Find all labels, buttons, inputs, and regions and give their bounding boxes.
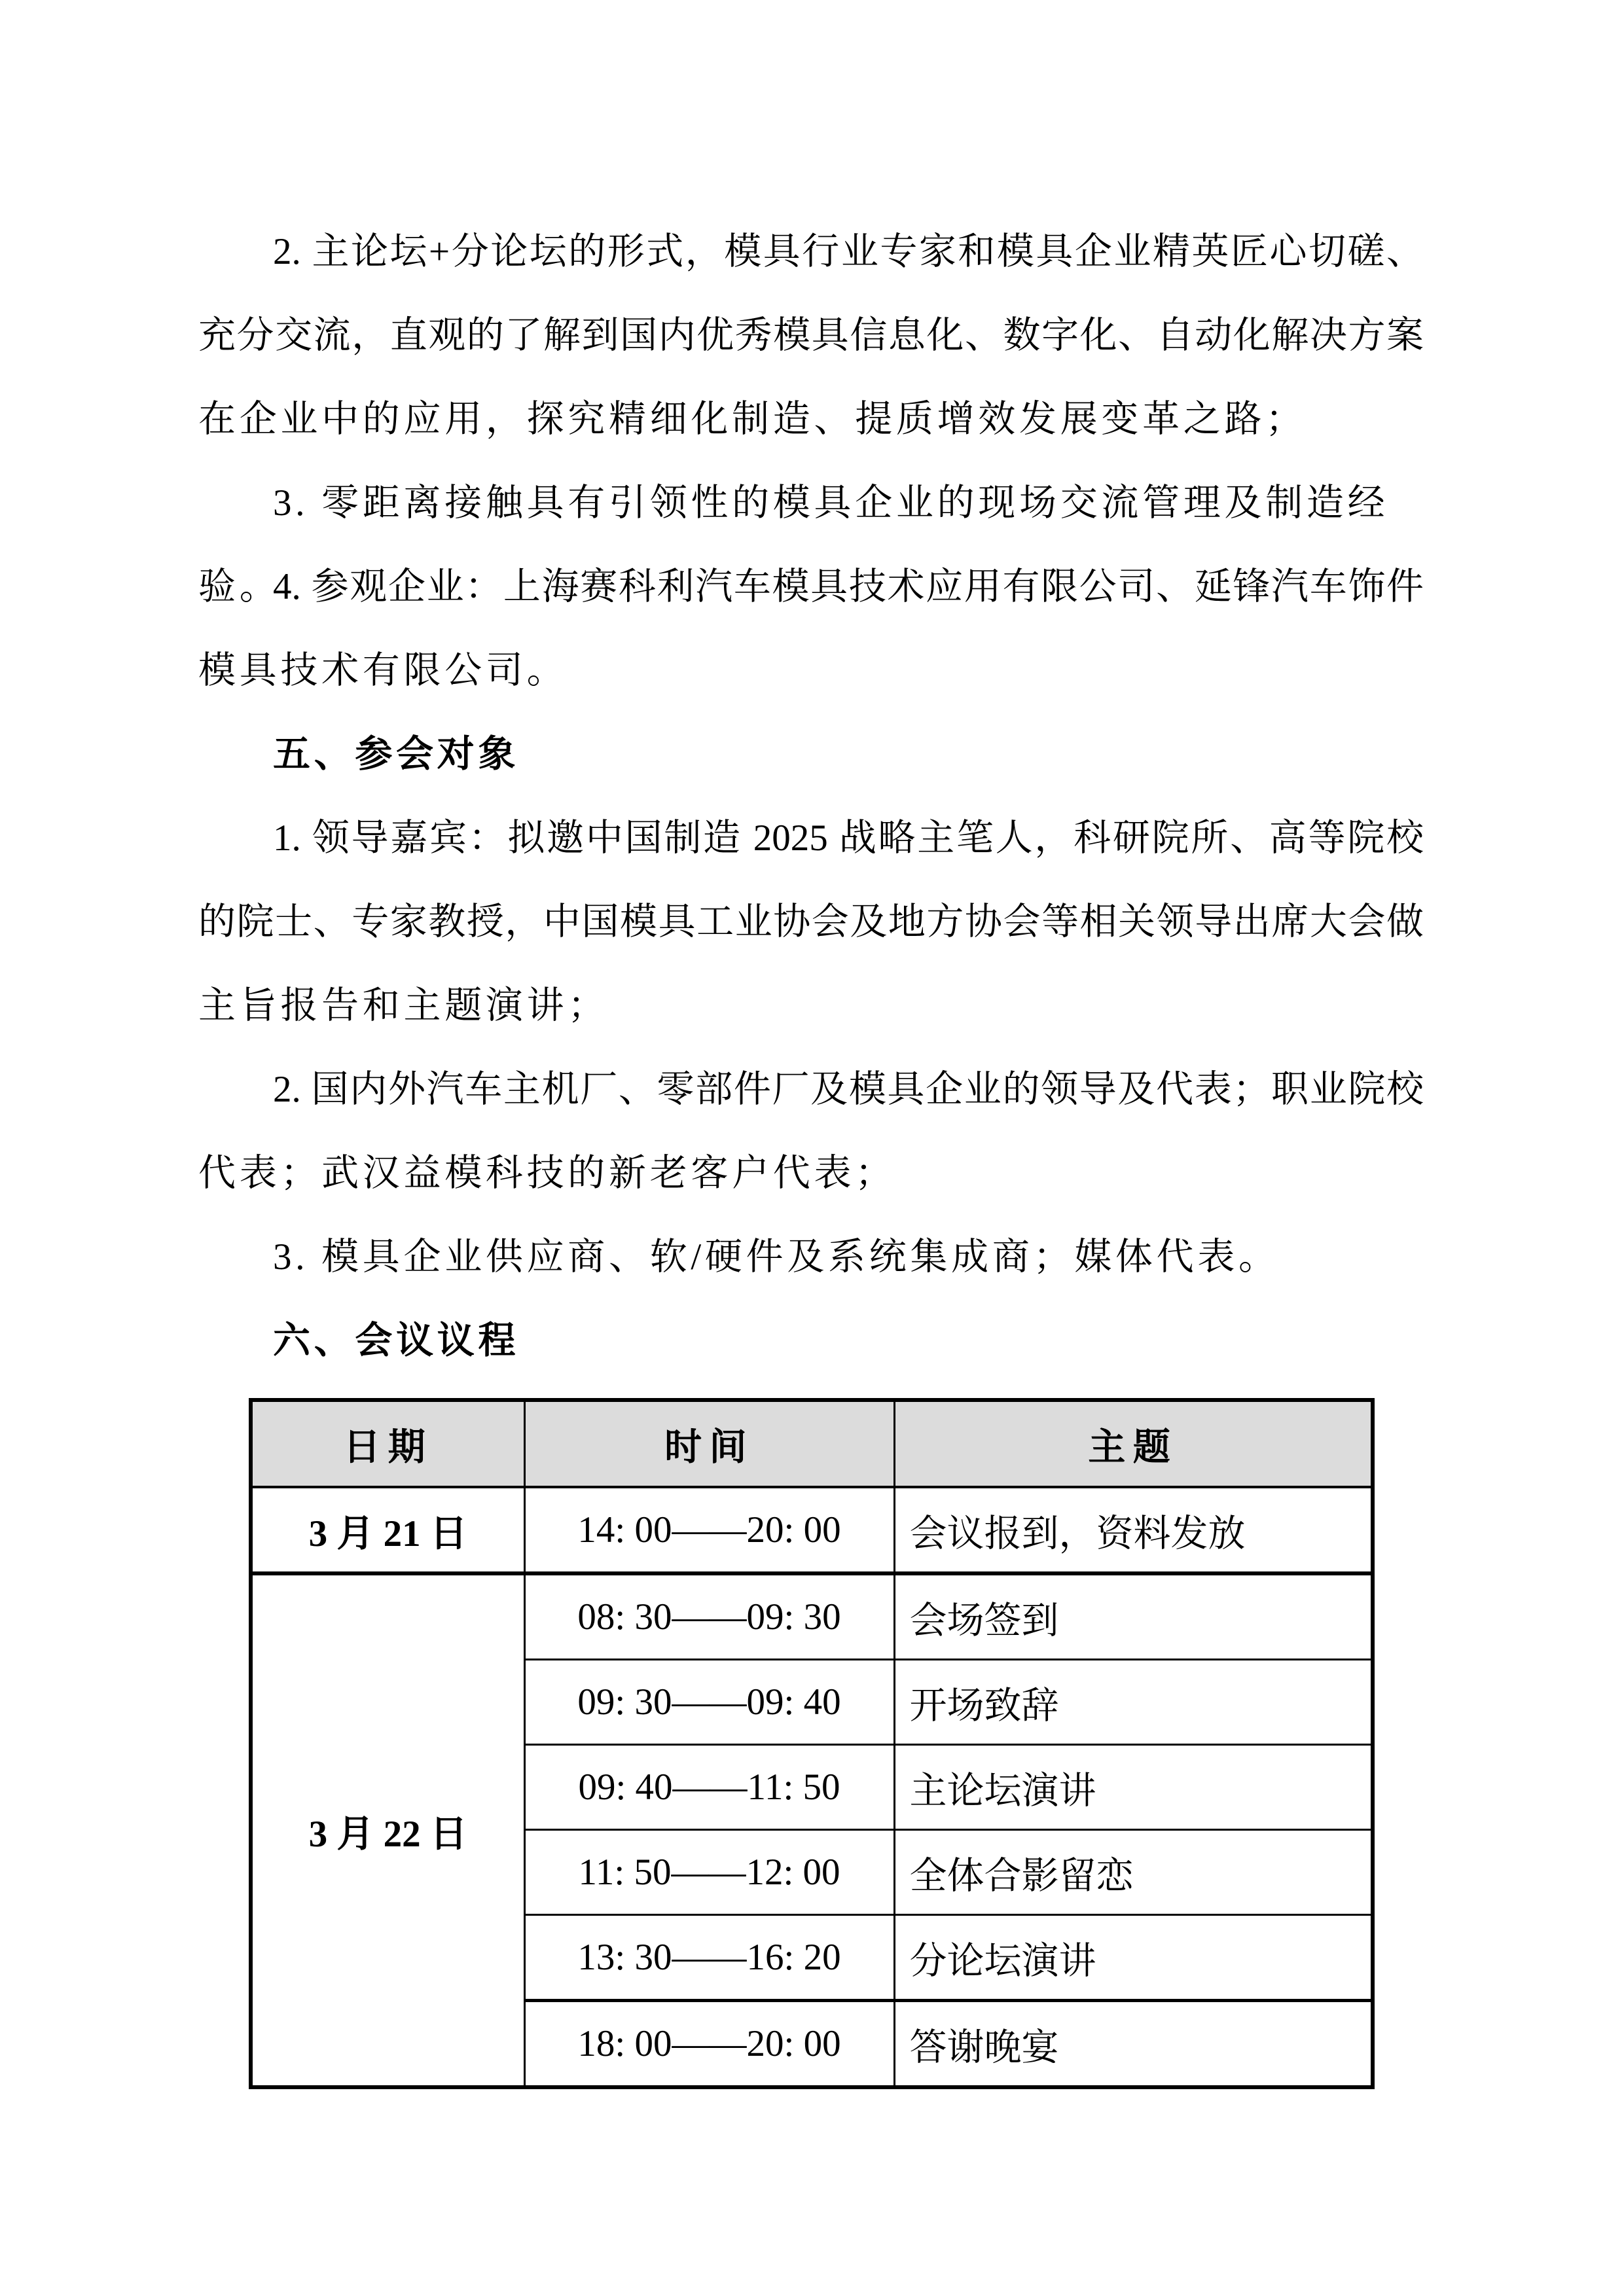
topic-cell: 开场致辞 xyxy=(894,1660,1373,1745)
paragraph-line: 模具技术有限公司。 xyxy=(198,650,568,691)
section-heading: 六、会议议程 xyxy=(273,1320,520,1361)
paragraph-line: 2. 国内外汽车主机厂、零部件厂及模具企业的领导及代表；职业院校 xyxy=(273,1069,1424,1110)
agenda-table xyxy=(249,1398,1375,2089)
paragraph-line: 在企业中的应用，探究精细化制造、提质增效发展变革之路； xyxy=(198,399,1307,440)
topic-cell: 主论坛演讲 xyxy=(894,1745,1373,1830)
topic-cell: 会议报到，资料发放 xyxy=(894,1487,1373,1573)
column-header-topic: 主题 xyxy=(894,1400,1373,1487)
paragraph-line: 4. 参观企业：上海赛科利汽车模具技术应用有限公司、延锋汽车饰件 xyxy=(273,566,1424,607)
topic-cell: 分论坛演讲 xyxy=(894,1915,1373,2001)
table-header-row xyxy=(251,1400,1373,1487)
paragraph-line: 2. 主论坛+分论坛的形式，模具行业专家和模具企业精英匠心切磋、 xyxy=(273,231,1424,272)
topic-cell: 会场签到 xyxy=(894,1573,1373,1660)
time-cell: 13: 30——16: 20 xyxy=(524,1915,894,2001)
paragraph-line: 代表；武汉益模科技的新老客户代表； xyxy=(198,1153,896,1194)
column-header-time: 时间 xyxy=(524,1400,894,1487)
agenda-table-body xyxy=(251,1487,1373,2087)
table-row xyxy=(251,1573,1373,1660)
paragraph-line: 的院士、专家教授，中国模具工业协会及地方协会等相关领导出席大会做 xyxy=(198,901,1424,942)
time-cell: 09: 30——09: 40 xyxy=(524,1660,894,1745)
paragraph-line: 3. 模具企业供应商、软/硬件及系统集成商；媒体代表。 xyxy=(273,1236,1280,1278)
topic-cell: 全体合影留恋 xyxy=(894,1830,1373,1915)
date-cell: 3 月 21 日 xyxy=(251,1487,524,1573)
topic-cell: 答谢晚宴 xyxy=(894,2001,1373,2088)
paragraph-line: 主旨报告和主题演讲； xyxy=(198,985,609,1026)
paragraph-line: 3. 零距离接触具有引领性的模具企业的现场交流管理及制造经验。 xyxy=(198,482,1389,607)
column-header-date: 日期 xyxy=(251,1400,524,1487)
date-cell: 3 月 22 日 xyxy=(251,1573,524,2087)
time-cell: 11: 50——12: 00 xyxy=(524,1830,894,1915)
time-cell: 08: 30——09: 30 xyxy=(524,1573,894,1660)
time-cell: 18: 00——20: 00 xyxy=(524,2001,894,2088)
table-row xyxy=(251,1487,1373,1573)
paragraph-line: 1. 领导嘉宾：拟邀中国制造 2025 战略主笔人，科研院所、高等院校 xyxy=(273,817,1424,859)
paragraph-line: 充分交流，直观的了解到国内优秀模具信息化、数字化、自动化解决方案 xyxy=(198,315,1424,356)
document-body xyxy=(198,210,1424,1383)
time-cell: 14: 00——20: 00 xyxy=(524,1487,894,1573)
section-heading: 五、参会对象 xyxy=(273,734,520,775)
time-cell: 09: 40——11: 50 xyxy=(524,1745,894,1830)
